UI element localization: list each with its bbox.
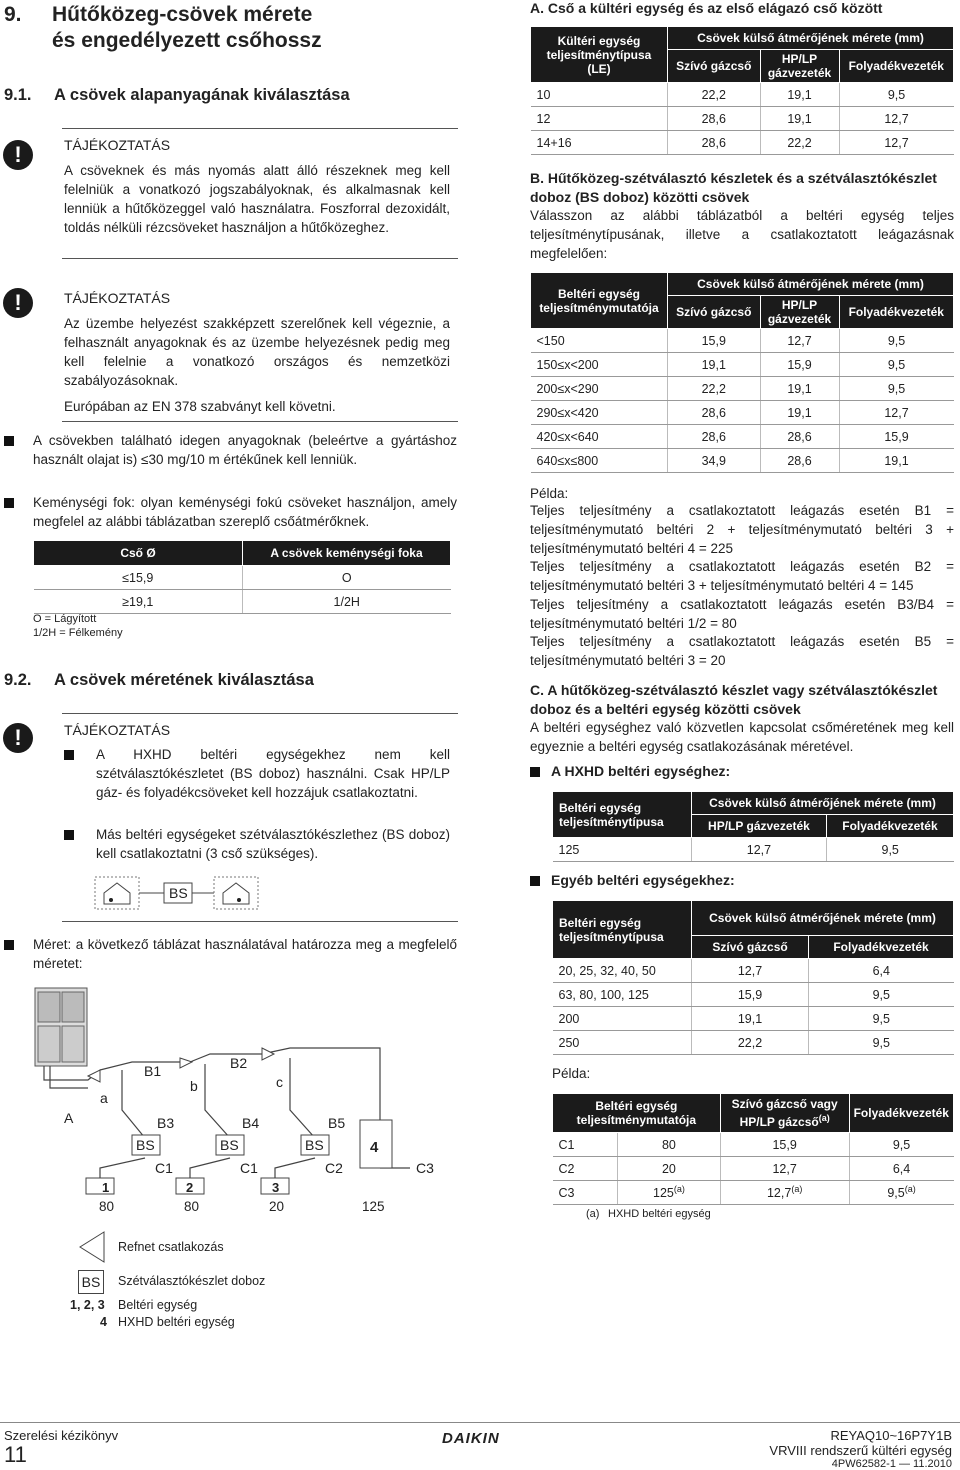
th-index: Beltéri egység teljesítménymutatója	[531, 273, 668, 329]
footer-doc: 4PW62582-1 — 11.2010	[831, 1458, 952, 1470]
example-p4: Teljes teljesítmény a csatlakoztatott leágazás esetén B5 = teljesítménymutató beltéri 3 = 20	[530, 634, 954, 668]
notice3-label: TÁJÉKOZTATÁS	[64, 722, 171, 738]
diagram-label-B5: B5	[328, 1115, 346, 1131]
footer-manual-title: Szerelési kézikönyv	[4, 1428, 119, 1443]
temper-legend-h: 1/2H = Félkemény	[33, 627, 123, 639]
table-cell: C1	[553, 1133, 618, 1157]
table-cell: 12,7$^{(a)}$	[720, 1181, 849, 1205]
bullet-square	[530, 876, 540, 886]
table-cell: 125$^{(a)}$	[618, 1181, 721, 1205]
table-row	[553, 1133, 954, 1157]
footnote-sup: (a)	[791, 1184, 803, 1195]
table-cell: 9,5	[839, 329, 953, 353]
bs-connection-label: BS	[169, 885, 188, 901]
th-liquid: Folyadékvezeték	[839, 296, 953, 329]
table-cell: 9,5	[809, 983, 954, 1007]
indoor-unit-number: 3	[272, 1180, 280, 1195]
th-hplp: HP/LP gázvezeték	[760, 296, 839, 329]
th-outdoor-type: Kültéri egység teljesítménytípusa (LE)	[531, 27, 668, 83]
table-cell: 9,5	[826, 838, 953, 862]
temper-cell: O	[243, 566, 451, 590]
table-row	[531, 329, 954, 353]
table-row	[553, 959, 954, 983]
piping-diagram	[0, 980, 460, 1220]
table-cell: 14+16	[531, 131, 668, 155]
table-cell: 12,7	[839, 107, 953, 131]
table-cell: 9,5	[809, 1031, 954, 1055]
table-row	[531, 401, 954, 425]
diagram-label-a: a	[100, 1090, 108, 1106]
diagram-label-B1: B1	[144, 1063, 162, 1079]
diagram-label-C3: C3	[416, 1160, 434, 1176]
notice3-bullet2: Más beltéri egységeket szétválasztókészlethez (BS doboz) kell csatlakoztatni (3 cső szükséges).	[96, 827, 450, 861]
th-diameter-group: Csövek külső átmérőjének mérete (mm)	[668, 273, 954, 296]
temper-table	[33, 540, 451, 614]
table-row	[531, 131, 954, 155]
notice2-label: TÁJÉKOZTATÁS	[64, 290, 171, 306]
notice3-bullet1: A HXHD beltéri egységekhez nem kell szétválasztókészletet (BS doboz) használni. Csak HP/LP gáz- és folyadékcsöveket kell hozzájuk csatlakoztatni.	[96, 747, 450, 800]
indoor-unit-number: 2	[186, 1180, 194, 1195]
legend-bs-box: BS	[78, 1270, 104, 1294]
warning-icon: !	[3, 288, 33, 318]
footer-rule	[0, 1422, 960, 1423]
indoor-unit-number: 1	[102, 1180, 110, 1195]
bullet-square	[64, 830, 74, 840]
table-cell: 34,9	[668, 449, 761, 473]
bullet-square	[4, 940, 14, 950]
capacity-value: 80	[99, 1199, 115, 1214]
table-cell: 6,4	[809, 959, 954, 983]
diagram-label-A: A	[64, 1110, 74, 1126]
legend-refnet-text: Refnet csatlakozás	[118, 1240, 224, 1254]
table-cell: 12,7	[720, 1157, 849, 1181]
footnote-sup: (a)	[673, 1184, 685, 1195]
table-b	[530, 272, 954, 473]
capacity-value: 80	[184, 1199, 200, 1214]
table-cell: 200	[553, 1007, 692, 1031]
th-liquid: Folyadékvezeték	[839, 50, 953, 83]
example-p3: Teljes teljesítmény a csatlakoztatott leágazás esetén B3/B4 = teljesítménymutató beltéri 1/2 = 80	[530, 597, 954, 631]
example-label: Példa:	[530, 486, 569, 501]
table-cell: 15,9	[760, 353, 839, 377]
refnet-icon	[78, 1230, 106, 1264]
temper-legend-o: O = Lágyított	[33, 613, 97, 625]
example-p2: Teljes teljesítmény a csatlakoztatott leágazás esetén B2 = teljesítménymutató beltéri 3 + teljesítménymutató beltéri 4 = 145	[530, 559, 954, 593]
table-cell: 12,7	[839, 131, 953, 155]
table-cell: 80	[618, 1133, 721, 1157]
legend-bs-text: Szétválasztókészlet doboz	[118, 1274, 266, 1288]
table-cell: 10	[531, 83, 668, 107]
table-row	[531, 449, 954, 473]
notice3-bottom-rule	[62, 921, 458, 922]
table-c-example	[552, 1093, 954, 1205]
notice2-text: Az üzembe helyezést szakképzett szerelőnek kell végeznie, a felhasznált anyagoknak és az üzembe helyezésnek pedig meg kell felelnie a vonatkozó országos és nemzetközi szabályozásoknak.	[64, 316, 450, 388]
diagram-label-C1: C1	[155, 1160, 173, 1176]
diagram-label-b: b	[190, 1078, 198, 1094]
footer-system: VRVIII rendszerű kültéri egység	[769, 1443, 952, 1458]
legend-hxhd-number: 4	[100, 1315, 107, 1329]
section-a-title: A. Cső a kültéri egység és az első elágazó cső között	[530, 0, 883, 16]
table-cell: C3	[553, 1181, 618, 1205]
th-index: Beltéri egység teljesítménymutatója	[553, 1094, 721, 1133]
table-cell: 22,2	[760, 131, 839, 155]
table-cell: 19,1	[760, 107, 839, 131]
table-cell: 63, 80, 100, 125	[553, 983, 692, 1007]
daikin-logo: DAIKIN	[442, 1430, 500, 1447]
notice3-top-rule	[62, 713, 458, 714]
temper-text: Keménységi fok: olyan keménységi fokú csöveket használjon, amely megfelel az alábbi táblázatban szereplő csőátmérőknek.	[33, 495, 457, 529]
table-cell: 19,1	[760, 83, 839, 107]
section-c-text: A beltéri egységhez való közvetlen kapcsolat csőméretének meg kell egyeznie a beltéri egység csatlakozásának méretével.	[530, 720, 954, 754]
outdoor-unit-icon	[35, 988, 87, 1066]
table-cell: 28,6	[668, 107, 761, 131]
th-liquid: Folyadékvezeték	[809, 936, 954, 959]
table-cell: 9,5	[849, 1133, 953, 1157]
section-9-2-title: A csövek méretének kiválasztása	[54, 671, 314, 689]
bullet-square	[4, 436, 14, 446]
th-suction: Szívó gázcső	[668, 296, 761, 329]
notice1-text: A csöveknek és más nyomás alatt álló részeknek meg kell felelniük a vonatkozó jogszabályoknak, és alkalmasnak kell lenniük a hűtőközeggel való használatra. Foszforral dezoxidált, toldás nélküli rézcsöveket használjon a hűtőközeghez.	[64, 163, 450, 235]
temper-cell: 1/2H	[243, 590, 451, 614]
foreign-matter-text: A csövekben található idegen anyagoknak (beleértve a gyártáshoz használt olajat is) ≤30 mg/10 m értékűnek kell lenniük.	[33, 433, 457, 467]
diagram-label-B2: B2	[230, 1055, 248, 1071]
capacity-value: 20	[269, 1199, 285, 1214]
example2-label: Példa:	[552, 1066, 591, 1081]
th-hplp: HP/LP gázvezeték	[760, 50, 839, 83]
th-hplp: HP/LP gázvezeték	[692, 815, 827, 838]
th-type: Beltéri egység teljesítménytípusa	[553, 792, 692, 838]
table-cell: 9,5	[809, 1007, 954, 1031]
footnote-sup: (a)	[904, 1184, 916, 1195]
th-suction-or-hplp	[720, 1094, 849, 1133]
th-type: Beltéri egység teljesítménytípusa	[553, 901, 692, 959]
legend-units-number: 1, 2, 3	[70, 1298, 105, 1312]
section-9-2-number: 9.2.	[4, 671, 32, 689]
table-cell: 22,2	[668, 83, 761, 107]
table-cell: 15,9	[668, 329, 761, 353]
table-row	[34, 590, 451, 614]
table-row	[553, 1007, 954, 1031]
table-cell: 19,1	[760, 401, 839, 425]
table-cell: 22,2	[668, 377, 761, 401]
chapter-title-line1: Hűtőközeg-csövek mérete	[52, 3, 313, 26]
temper-th-grade: A csövek keménységi foka	[243, 541, 451, 566]
table-cell: 9,5	[839, 353, 953, 377]
table-cell: 12,7	[839, 401, 953, 425]
th-suction: Szívó gázcső	[692, 936, 809, 959]
legend-hxhd-text: HXHD beltéri egység	[118, 1315, 235, 1329]
table-row	[531, 425, 954, 449]
notice2-text2: Európában az EN 378 szabványt kell követni.	[64, 399, 336, 414]
temper-cell: ≤15,9	[34, 566, 243, 590]
th-suction-or-hplp-text: Szívó gázcső vagy HP/LP gázcső	[731, 1097, 838, 1129]
section-9-1-number: 9.1.	[4, 86, 32, 104]
table-row	[553, 838, 954, 862]
temper-cell: ≥19,1	[34, 590, 243, 614]
notice2-bottom-rule	[62, 421, 458, 422]
footnote-text: HXHD beltéri egység	[608, 1208, 711, 1220]
bs-box-label: BS	[220, 1137, 239, 1153]
table-cell: 20	[618, 1157, 721, 1181]
table-cell: 22,2	[692, 1031, 809, 1055]
hxhd-bullet-text: A HXHD beltéri egységhez:	[551, 763, 731, 779]
capacity-value: 125	[362, 1199, 385, 1214]
table-cell: 15,9	[720, 1133, 849, 1157]
table-c-hxhd	[552, 791, 954, 862]
diagram-label-c: c	[276, 1074, 283, 1090]
chapter-title-line2: és engedélyezett csőhossz	[52, 29, 322, 52]
other-bullet-text: Egyéb beltéri egységekhez:	[551, 872, 735, 888]
table-cell: 19,1	[668, 353, 761, 377]
table-row	[553, 1031, 954, 1055]
footer-model: REYAQ10~16P7Y1B	[830, 1428, 952, 1443]
chapter-number: 9.	[4, 3, 22, 26]
table-cell: 28,6	[668, 131, 761, 155]
table-cell: 28,6	[668, 401, 761, 425]
table-cell: 9,5	[839, 377, 953, 401]
table-cell: 19,1	[839, 449, 953, 473]
section-c-title: C. A hűtőközeg-szétválasztó készlet vagy szétválasztókészlet doboz és a beltéri egység közötti csövek	[530, 682, 938, 717]
table-cell: 250	[553, 1031, 692, 1055]
table-cell: 200≤x<290	[531, 377, 668, 401]
notice1-label: TÁJÉKOZTATÁS	[64, 137, 171, 153]
table-row	[531, 83, 954, 107]
warning-icon: !	[3, 140, 33, 170]
table-cell: 28,6	[760, 449, 839, 473]
table-row	[531, 353, 954, 377]
temper-th-pipe: Cső Ø	[34, 541, 243, 566]
table-cell: 20, 25, 32, 40, 50	[553, 959, 692, 983]
table-cell: 19,1	[760, 377, 839, 401]
table-cell: 15,9	[692, 983, 809, 1007]
th-diameter-group: Csövek külső átmérőjének mérete (mm)	[692, 901, 954, 936]
size-bullet-text: Méret: a következő táblázat használatával határozza meg a megfelelő méretet:	[33, 937, 457, 971]
footnote-sup: (a)	[818, 1113, 830, 1123]
table-row	[553, 983, 954, 1007]
footnote-mark: (a)	[586, 1208, 600, 1220]
bs-box-label: BS	[136, 1137, 155, 1153]
table-cell: 12,7	[760, 329, 839, 353]
bullet-square	[64, 750, 74, 760]
section-b-text: Válasszon az alábbi táblázatból a beltéri egység teljes teljesítménytípusának, illetve a csatlakoztatott leágazásnak megfelelően:	[530, 208, 954, 261]
diagram-label-B4: B4	[242, 1115, 260, 1131]
table-cell: <150	[531, 329, 668, 353]
table-a	[530, 26, 954, 155]
chapter-title	[52, 2, 322, 54]
diagram-label-C1: C1	[240, 1160, 258, 1176]
table-cell: C2	[553, 1157, 618, 1181]
table-cell: 12,7	[692, 959, 809, 983]
table-cell: 9,5	[839, 83, 953, 107]
table-row	[553, 1181, 954, 1205]
table-cell: 28,6	[668, 425, 761, 449]
bs-box-label: BS	[305, 1137, 324, 1153]
example-p1: Teljes teljesítmény a csatlakoztatott leágazás esetén B1 = teljesítménymutató beltéri 2 + teljesítménymutató beltéri 3 + teljesítménymutató beltéri 4 = 225	[530, 503, 954, 556]
table-row	[531, 107, 954, 131]
th-suction: Szívó gázcső	[668, 50, 761, 83]
table-cell: 125	[553, 838, 692, 862]
diagram-label-C2: C2	[325, 1160, 343, 1176]
bullet-square	[4, 498, 14, 508]
table-cell: 12	[531, 107, 668, 131]
table-cell: 19,1	[692, 1007, 809, 1031]
table-cell: 6,4	[849, 1157, 953, 1181]
table-cell: 150≤x<200	[531, 353, 668, 377]
th-liquid: Folyadékvezeték	[849, 1094, 953, 1133]
notice1-bottom-rule	[62, 258, 458, 259]
table-cell: 12,7	[692, 838, 827, 862]
table-row	[531, 377, 954, 401]
table-cell: 640≤x≤800	[531, 449, 668, 473]
table-cell: 420≤x<640	[531, 425, 668, 449]
th-diameter-group: Csövek külső átmérőjének mérete (mm)	[668, 27, 954, 50]
bullet-square	[530, 767, 540, 777]
th-liquid: Folyadékvezeték	[826, 815, 953, 838]
notice1-top-rule	[62, 128, 458, 129]
footer-page-number: 11	[4, 1442, 27, 1467]
table-row	[553, 1157, 954, 1181]
th-diameter-group: Csövek külső átmérőjének mérete (mm)	[692, 792, 954, 815]
table-cell: 28,6	[760, 425, 839, 449]
diagram-label-B3: B3	[157, 1115, 175, 1131]
hxhd-unit-number: 4	[370, 1139, 379, 1156]
warning-icon: !	[3, 723, 33, 753]
table-c-other	[552, 900, 954, 1055]
table-cell: 15,9	[839, 425, 953, 449]
section-9-1-title: A csövek alapanyagának kiválasztása	[54, 86, 350, 104]
table-row	[34, 566, 451, 590]
table-cell: 9,5$^{(a)}$	[849, 1181, 953, 1205]
table-cell: 290≤x<420	[531, 401, 668, 425]
section-b-title: B. Hűtőközeg-szétválasztó készletek és a szétválasztókészlet doboz (BS doboz) közötti csövek	[530, 170, 937, 205]
legend-units-text: Beltéri egység	[118, 1298, 198, 1312]
